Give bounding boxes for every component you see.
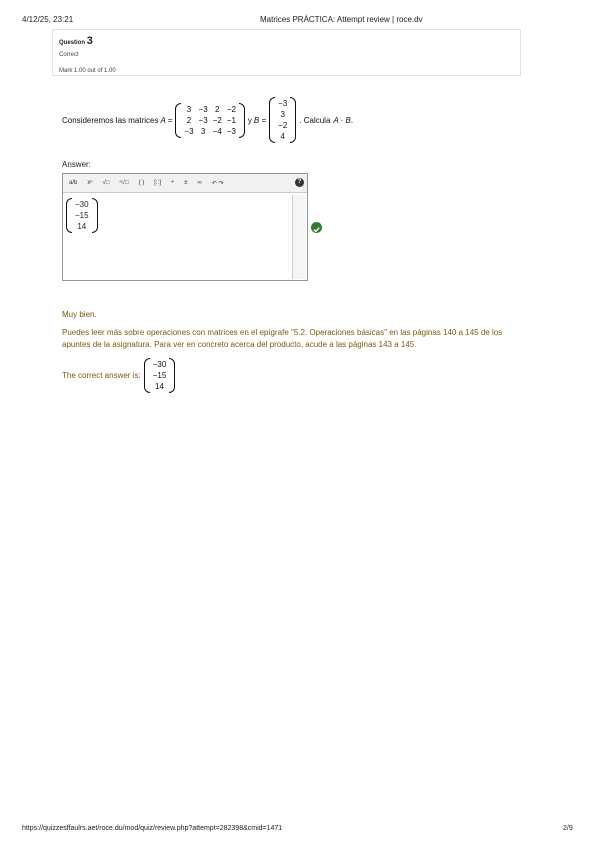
matrix-cell: 2	[215, 104, 220, 114]
matrix-cell: −30	[75, 200, 89, 209]
matrix-cell: −30	[152, 359, 167, 369]
question-state: Correct	[59, 52, 79, 58]
question-grade: Mark 1.00 out of 1.00	[59, 68, 116, 74]
matrix-a-grid	[181, 103, 239, 138]
math-editor-toolbar	[63, 174, 307, 193]
question-connector: y	[247, 115, 252, 125]
general-feedback: Muy bien.	[62, 310, 97, 319]
question-intro: Consideremos las matrices	[62, 115, 159, 125]
right-paren	[92, 198, 98, 233]
matrix-cell: 2	[186, 115, 192, 125]
correct-check-icon	[311, 222, 322, 233]
math-editor-input[interactable]	[64, 195, 292, 279]
print-url: https://quizzesffaulrs.aet/roce.du/mod/quiz/review.php?attempt=282398&cmid=1471	[22, 825, 283, 832]
matrix-cell: 14	[77, 222, 87, 231]
toolbar-button[interactable]: ÷	[170, 180, 175, 186]
question-text	[62, 95, 353, 145]
question-expression: A · B	[333, 115, 351, 125]
matrix-cell: −2	[212, 115, 222, 125]
matrix-cell: −4	[212, 126, 222, 136]
matrix-cell: −15	[152, 370, 167, 380]
matrix-cell: 3	[186, 104, 192, 114]
question-ask: . Calcula	[299, 115, 331, 125]
question-info-box	[52, 29, 521, 76]
matrix-cell: 3	[200, 126, 206, 136]
matrix-cell: −2	[226, 104, 236, 114]
print-page-title: Matrices PRÁCTICA: Attempt review | roce.dv	[260, 15, 423, 24]
matrix-a-label: A =	[160, 115, 173, 125]
right-answer-label: The correct answer is:	[62, 370, 141, 380]
matrix-cell: −3	[184, 126, 194, 136]
toolbar-button[interactable]: ⁿ√□	[119, 180, 129, 186]
matrix-cell: −3	[198, 115, 208, 125]
right-answer-matrix	[144, 358, 176, 393]
toolbar-button[interactable]: ( )	[138, 180, 145, 186]
matrix-cell: 4	[280, 132, 285, 141]
matrix-cell: −3	[278, 99, 288, 108]
matrix-b-label: B =	[253, 115, 267, 125]
question-label: Question	[59, 40, 86, 46]
matrix-cell: −15	[75, 211, 89, 220]
question-end: .	[350, 115, 354, 125]
matrix-b-grid	[275, 97, 290, 143]
help-icon[interactable]: ?	[295, 178, 304, 187]
right-paren	[290, 97, 296, 143]
question-number: 3	[86, 35, 93, 47]
question-heading	[59, 35, 93, 47]
editor-scrollbar[interactable]	[292, 195, 306, 279]
right-paren	[169, 358, 175, 393]
right-answer	[62, 355, 178, 395]
print-datetime: 4/12/25, 23:21	[22, 15, 74, 24]
math-editor[interactable]	[62, 173, 308, 281]
matrix-cell: −2	[278, 121, 288, 130]
toolbar-button[interactable]: ↶ ↷	[211, 180, 224, 187]
answer-matrix	[66, 198, 98, 233]
matrix-cell: −1	[226, 115, 236, 125]
toolbar-button[interactable]: a/b	[69, 180, 78, 186]
print-page-number: 2/9	[563, 825, 573, 832]
right-paren	[239, 103, 245, 138]
matrix-cell: 14	[155, 381, 164, 391]
matrix-cell: −3	[198, 104, 208, 114]
right-answer-matrix-grid	[150, 358, 170, 393]
matrix-b	[269, 97, 296, 143]
matrix-cell: 3	[280, 110, 285, 119]
feedback-detail: Puedes leer más sobre operaciones con matrices en el epígrafe "5.2. Operaciones básicas" en las páginas 140 a 145 de los apuntes de la asignatura. Para ver en concreto acerca del producto, acude a las páginas 143 a 145.	[62, 328, 503, 349]
toolbar-button[interactable]: [::]	[154, 180, 161, 186]
toolbar-button[interactable]: ±	[184, 180, 188, 186]
answer-matrix-grid	[72, 198, 92, 233]
answer-label: Answer:	[62, 160, 91, 169]
matrix-cell: −3	[226, 126, 236, 136]
toolbar-button[interactable]: √□	[102, 180, 110, 186]
matrix-a	[175, 103, 245, 138]
toolbar-button[interactable]: xⁿ	[87, 180, 93, 186]
toolbar-button[interactable]: ∞	[197, 180, 202, 186]
